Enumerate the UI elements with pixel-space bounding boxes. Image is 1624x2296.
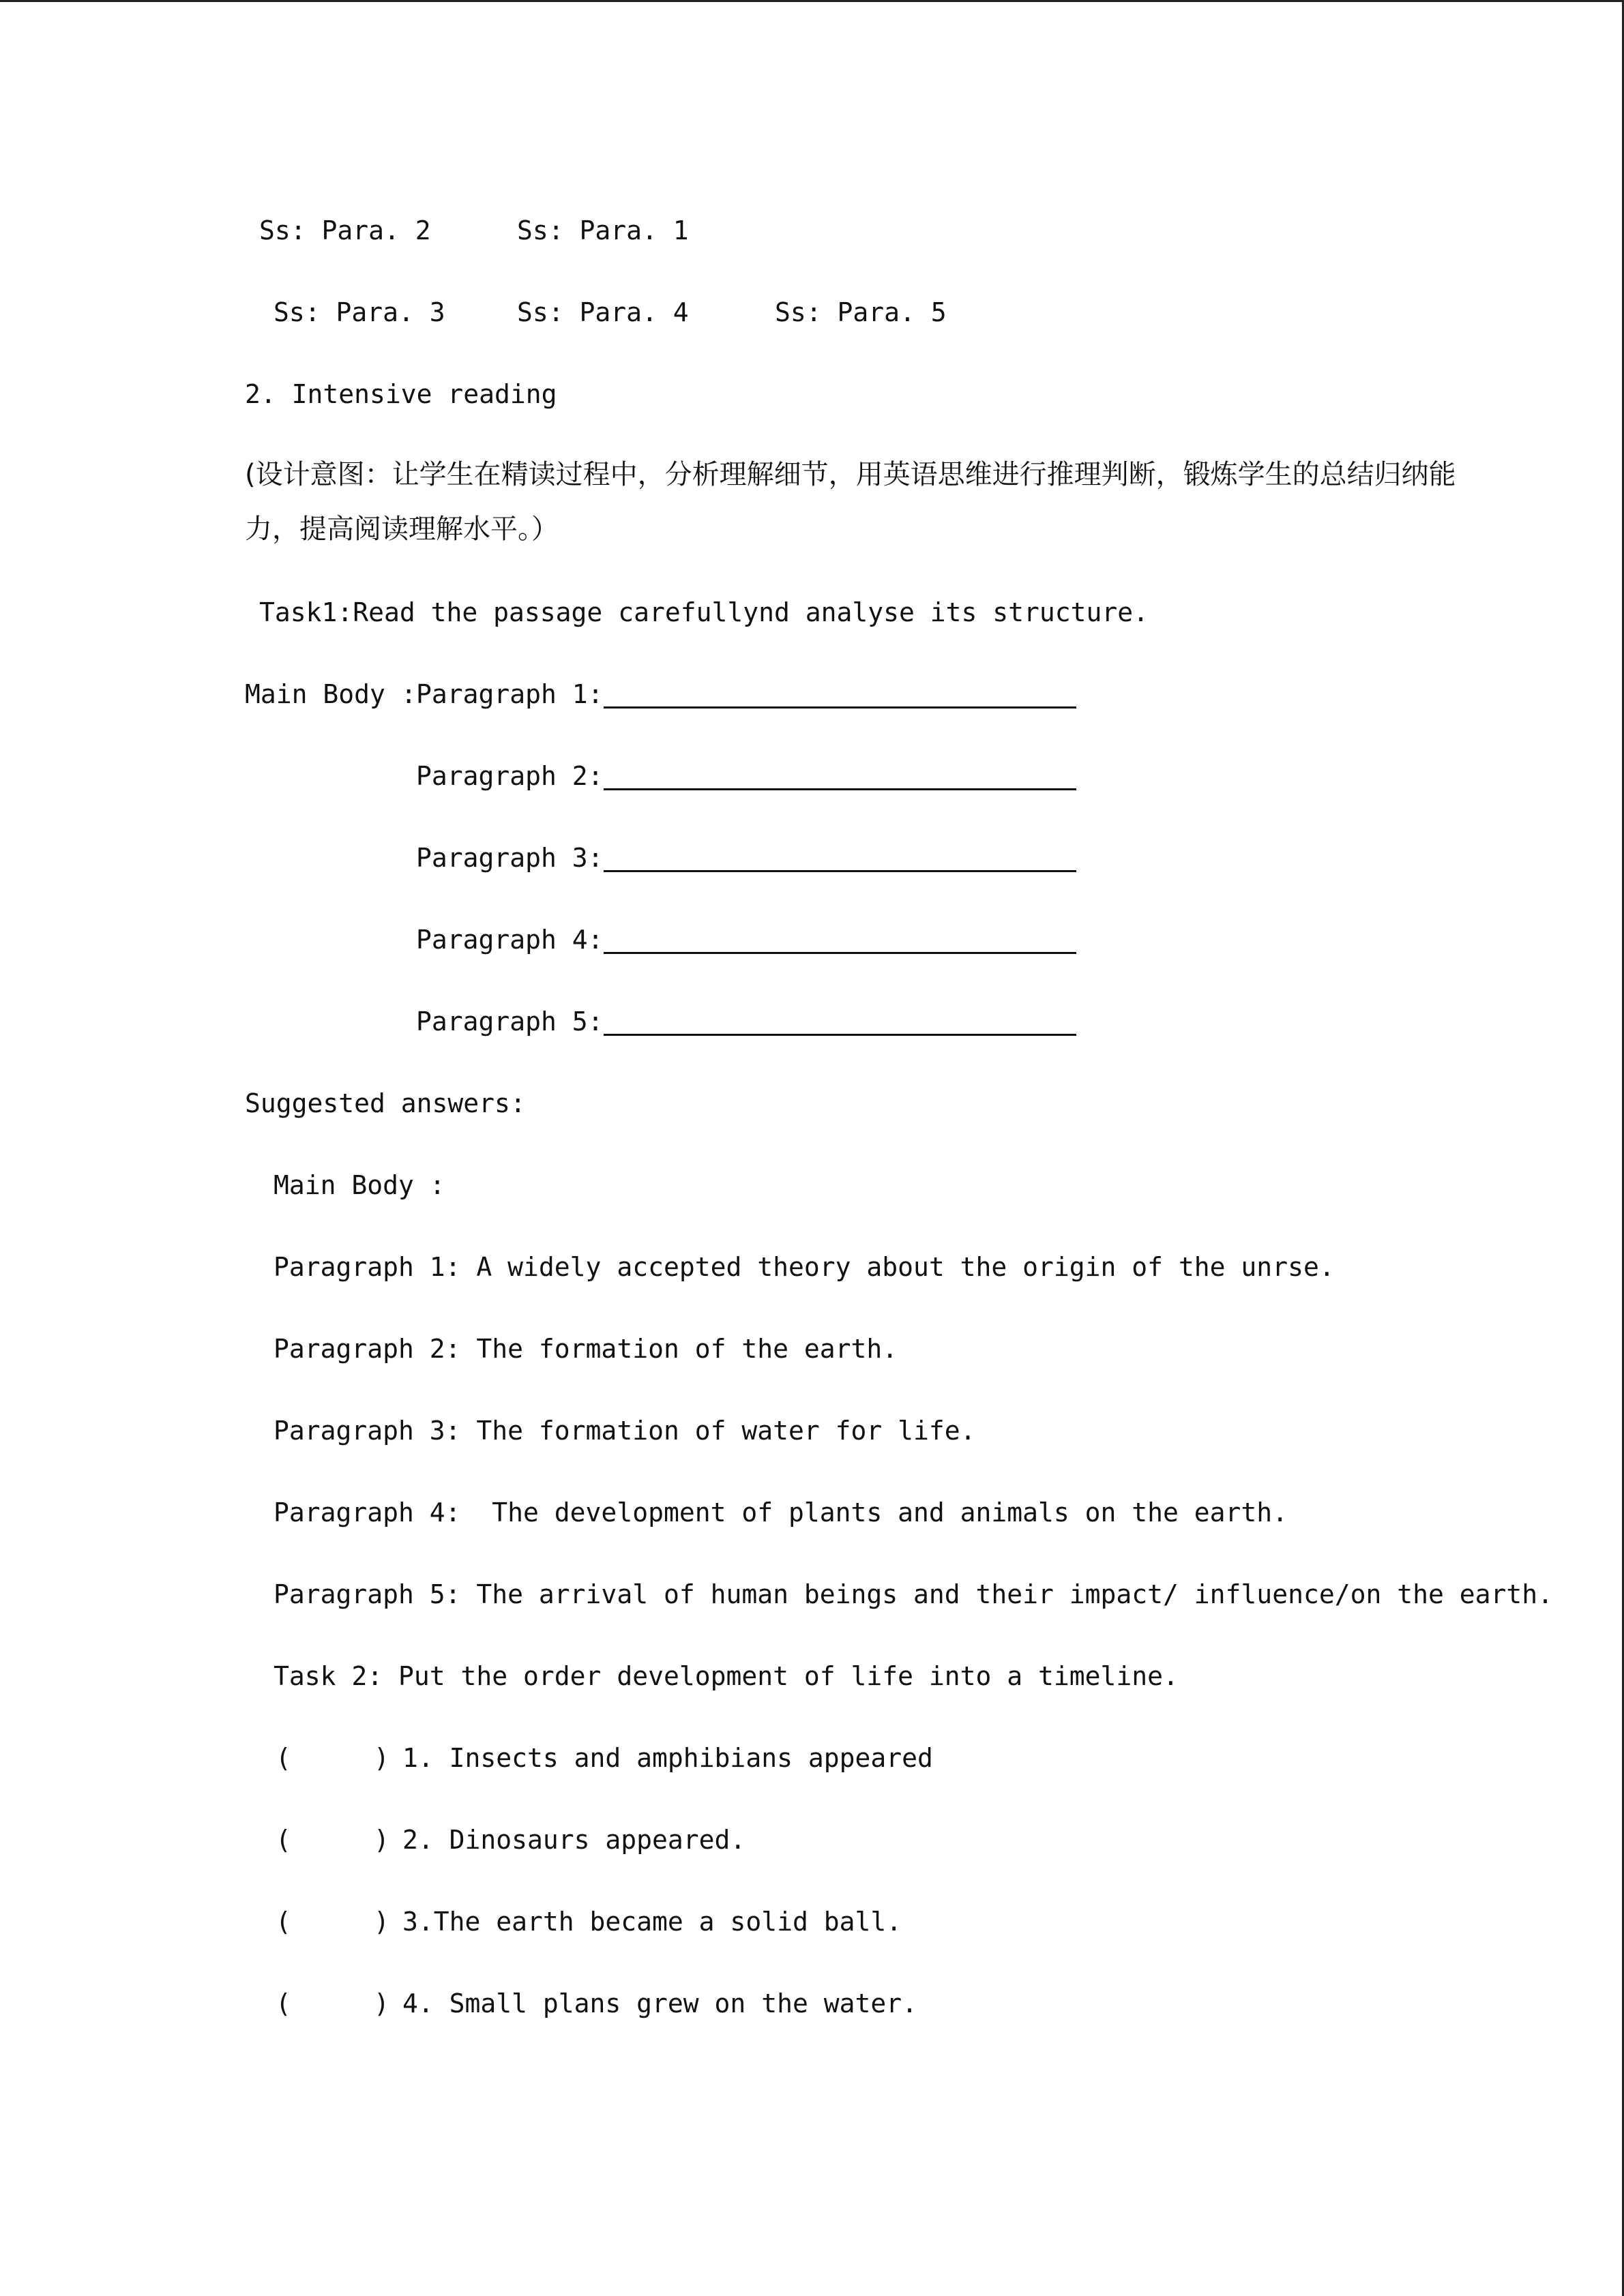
paragraph-3-label: Paragraph 3: (416, 843, 604, 873)
design-intent-line-2: 力，提高阅读理解水平。） (245, 513, 559, 545)
timeline-2-open-paren: ( (276, 1825, 291, 1855)
paragraph-4-label: Paragraph 4: (416, 925, 604, 955)
answer-paragraph-5: Paragraph 5: The arrival of human beings and their impact/ influence/on the earth. (274, 1579, 1553, 1609)
answer-paragraph-1: Paragraph 1: A widely accepted theory about the origin of the unrse. (274, 1252, 1335, 1282)
paragraph-3-blank[interactable] (604, 870, 1076, 872)
paragraph-5-blank[interactable] (604, 1034, 1076, 1036)
timeline-item-1: 1. Insects and amphibians appeared (402, 1743, 933, 1773)
answer-paragraph-3: Paragraph 3: The formation of water for life. (274, 1416, 976, 1446)
paragraph-2-blank[interactable] (604, 788, 1076, 790)
task1-instruction: Task1:Read the passage carefullynd analyse its structure. (259, 597, 1149, 627)
answer-paragraph-2: Paragraph 2: The formation of the earth. (274, 1334, 898, 1364)
timeline-1-open-paren: ( (276, 1743, 291, 1773)
ss-para-4: Ss: Para. 4 (517, 297, 689, 327)
paragraph-5-label: Paragraph 5: (416, 1007, 604, 1037)
ss-para-1: Ss: Para. 1 (517, 215, 689, 245)
suggested-answers-label: Suggested answers: (245, 1088, 526, 1118)
main-body-label: Main Body : (245, 679, 432, 709)
timeline-item-4: 4. Small plans grew on the water. (402, 1988, 917, 2018)
timeline-item-3: 3.The earth became a solid ball. (402, 1907, 902, 1937)
section-title: 2. Intensive reading (245, 379, 557, 409)
timeline-2-close-paren: ) (374, 1825, 389, 1855)
ss-para-3: Ss: Para. 3 (274, 297, 445, 327)
timeline-3-open-paren: ( (276, 1907, 291, 1937)
ss-para-5: Ss: Para. 5 (775, 297, 947, 327)
paragraph-1-label: Paragraph 1: (416, 679, 604, 709)
page-top-border (0, 0, 1624, 2)
answers-main-body-label: Main Body : (274, 1170, 445, 1200)
timeline-item-2: 2. Dinosaurs appeared. (402, 1825, 746, 1855)
timeline-4-open-paren: ( (276, 1988, 291, 2018)
task2-instruction: Task 2: Put the order development of life into a timeline. (274, 1661, 1179, 1691)
ss-para-2: Ss: Para. 2 (259, 215, 431, 245)
timeline-1-close-paren: ) (374, 1743, 389, 1773)
timeline-3-close-paren: ) (374, 1907, 389, 1937)
answer-paragraph-4: Paragraph 4: The development of plants and animals on the earth. (274, 1497, 1288, 1527)
paragraph-2-label: Paragraph 2: (416, 761, 604, 791)
design-intent-line-1: (设计意图：让学生在精读过程中，分析理解细节，用英语思维进行推理判断，锻炼学生的总结归纳能 (245, 459, 1456, 490)
timeline-4-close-paren: ) (374, 1988, 389, 2018)
paragraph-1-blank[interactable] (604, 706, 1076, 709)
paragraph-4-blank[interactable] (604, 952, 1076, 954)
